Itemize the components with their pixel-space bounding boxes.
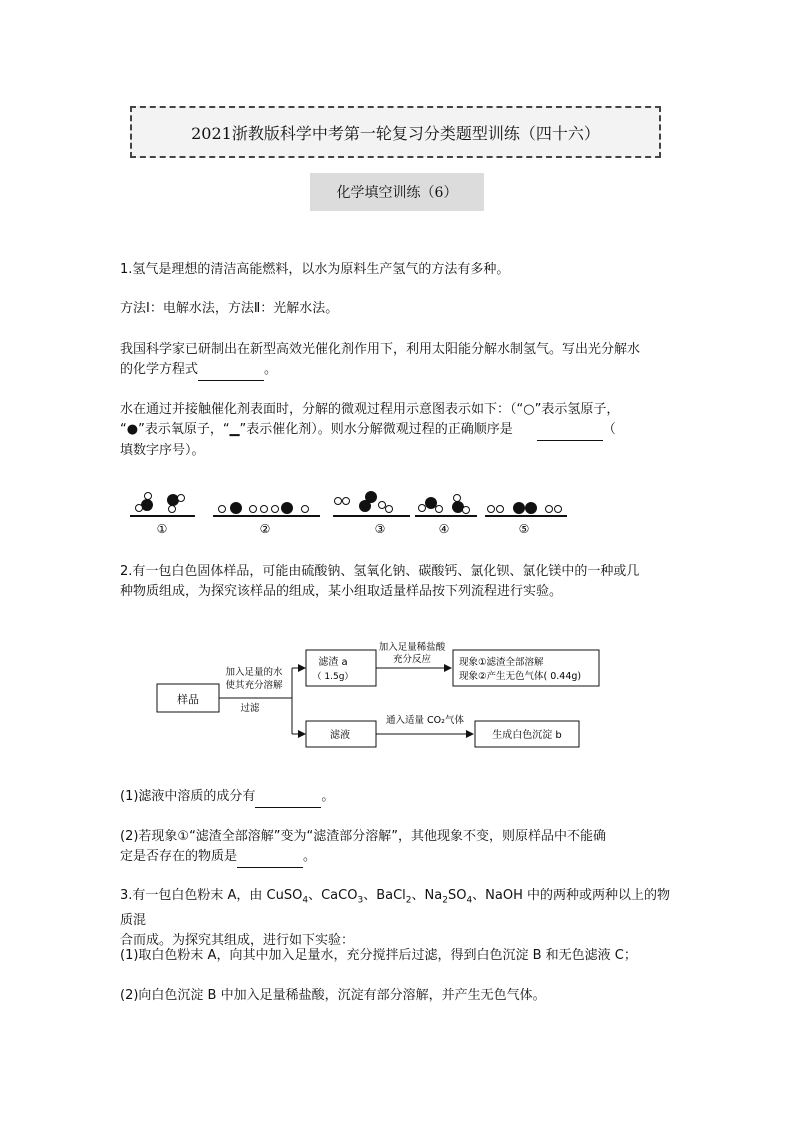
q3-step2: (2)向白色沉淀 B 中加入足量稀盐酸，沉淀有部分溶解，并产生无色气体。 — [120, 988, 546, 1003]
experiment-flowchart — [150, 636, 610, 756]
flow-acid-top: 加入足量稀盐酸 — [378, 642, 446, 653]
q3-sub-4: 2 — [442, 895, 448, 906]
q1-p3-end: 。 — [264, 362, 278, 377]
q3-text-c: 、BaCl — [363, 888, 406, 903]
section-subtitle: 化学填空训练（6） — [336, 185, 458, 201]
q1-p4-paren: （ — [602, 422, 616, 437]
q3-sub-5: 4 — [466, 895, 473, 906]
q2-intro — [120, 562, 676, 602]
q1-paragraph-3 — [120, 340, 676, 381]
diagram-step-2 — [213, 502, 320, 536]
diagram-label-1: ① — [156, 522, 168, 536]
diagram-step-4 — [415, 495, 477, 537]
flow-residue-label: 滤渣 a — [318, 657, 348, 668]
worksheet-title: 2021浙教版科学中考第一轮复习分类题型训练（四十六） — [191, 123, 600, 143]
q2-sub1-blank[interactable] — [255, 787, 321, 808]
diagram-step-3 — [333, 491, 410, 536]
q3-intro-line1 — [120, 886, 676, 931]
flow-precipitate-label: 生成白色沉淀 b — [492, 730, 562, 741]
diagram-step-1 — [130, 493, 195, 537]
flow-step1-bottom: 过滤 — [240, 703, 260, 714]
q3-step1: (1)取白色粉末 A，向其中加入足量水，充分搅拌后过滤，得到白色沉淀 B 和无色滤液 C； — [120, 948, 637, 963]
q1-paragraph-4 — [120, 400, 676, 461]
q1-p3-text: 的化学方程式 — [120, 362, 199, 377]
q1-p3-line1: 我国科学家已研制出在新型高效光催化剂作用下，利用太阳能分解水制氢气。写出光分解水 — [120, 342, 641, 357]
q2-sub1-end: 。 — [321, 789, 335, 804]
diagram-label-4: ④ — [438, 522, 450, 536]
q3-text-f: 、NaOH 中的两种或两种以上的物质混 — [120, 888, 671, 928]
q2-sub1 — [120, 787, 676, 808]
flow-step1-top: 加入足量的水 — [225, 667, 283, 678]
q2-sub2-line2 — [120, 847, 676, 868]
q2-sub2-blank[interactable] — [237, 847, 303, 868]
q3-intro — [120, 886, 676, 951]
flow-observation-2: 现象②产生无色气体( 0.44g) — [459, 671, 582, 682]
q1-p3-line2 — [120, 360, 676, 381]
q1-p4-line2 — [120, 420, 676, 441]
q1-p4-text: “●”表示氧原子，“▁”表示催化剂）。则水分解微观过程的正确顺序是 — [120, 422, 513, 437]
flow-sample-label: 样品 — [177, 693, 199, 706]
diagram-step-5 — [485, 502, 567, 536]
q1-order-blank[interactable] — [537, 420, 603, 441]
q1-p4-line3: 填数字序号）。 — [120, 443, 205, 458]
flow-co2-label: 通入适量 CO₂气体 — [386, 715, 464, 726]
q3-text-d: 、Na — [411, 888, 443, 903]
q1-equation-blank[interactable] — [198, 360, 264, 381]
q3-sub-3: 2 — [405, 895, 412, 906]
q2-intro-line1: 2.有一包白色固体样品，可能由硫酸钠、氢氧化钠、碳酸钙、氯化钡、氯化镁中的一种或几 — [120, 564, 640, 579]
q2-sub2-end: 。 — [303, 849, 317, 864]
q3-sub-1: 4 — [302, 895, 309, 906]
q3-text-a: 3.有一包白色粉末 A，由 CuSO — [120, 888, 303, 903]
q2-sub2-text: 定是否存在的物质是 — [120, 849, 238, 864]
q1-intro: 1.氢气是理想的清洁高能燃料，以水为原料生产氢气的方法有多种。 — [120, 262, 510, 277]
q1-p4-line1: 水在通过并接触催化剂表面时，分解的微观过程用示意图表示如下：（“○”表示氢原子， — [120, 402, 620, 417]
q2-sub2 — [120, 827, 676, 868]
q3-text-e: SO — [447, 888, 467, 903]
diagram-label-2: ② — [259, 522, 271, 536]
q2-sub1-text: (1)滤液中溶质的成分有 — [120, 789, 256, 804]
worksheet-title-box — [130, 106, 661, 158]
flow-acid-bottom: 充分反应 — [392, 654, 432, 665]
q3-intro-line2: 合而成。为探究其组成，进行如下实验： — [120, 932, 355, 948]
section-subtitle-box — [310, 173, 484, 211]
q1-methods: 方法Ⅰ：电解水法，方法Ⅱ：光解水法。 — [120, 301, 339, 316]
water-decomposition-diagram — [125, 488, 575, 540]
flow-filtrate-label: 滤液 — [330, 730, 350, 741]
q2-intro-line2: 种物质组成，为探究该样品的组成，某小组取适量样品按下列流程进行实验。 — [120, 584, 563, 599]
q3-text-b: 、CaCO — [308, 888, 358, 903]
q2-sub2-line1: (2)若现象①“滤渣全部溶解”变为“滤渣部分溶解”，其他现象不变，则原样品中不能确 — [120, 829, 607, 844]
flow-residue-mass: （ 1.5g） — [312, 672, 354, 682]
flow-step1-mid: 使其充分溶解 — [225, 680, 283, 691]
diagram-label-5: ⑤ — [518, 522, 530, 536]
flow-observation-1: 现象①滤渣全部溶解 — [459, 657, 544, 668]
diagram-label-3: ③ — [374, 522, 386, 536]
q3-sub-2: 3 — [357, 895, 364, 906]
